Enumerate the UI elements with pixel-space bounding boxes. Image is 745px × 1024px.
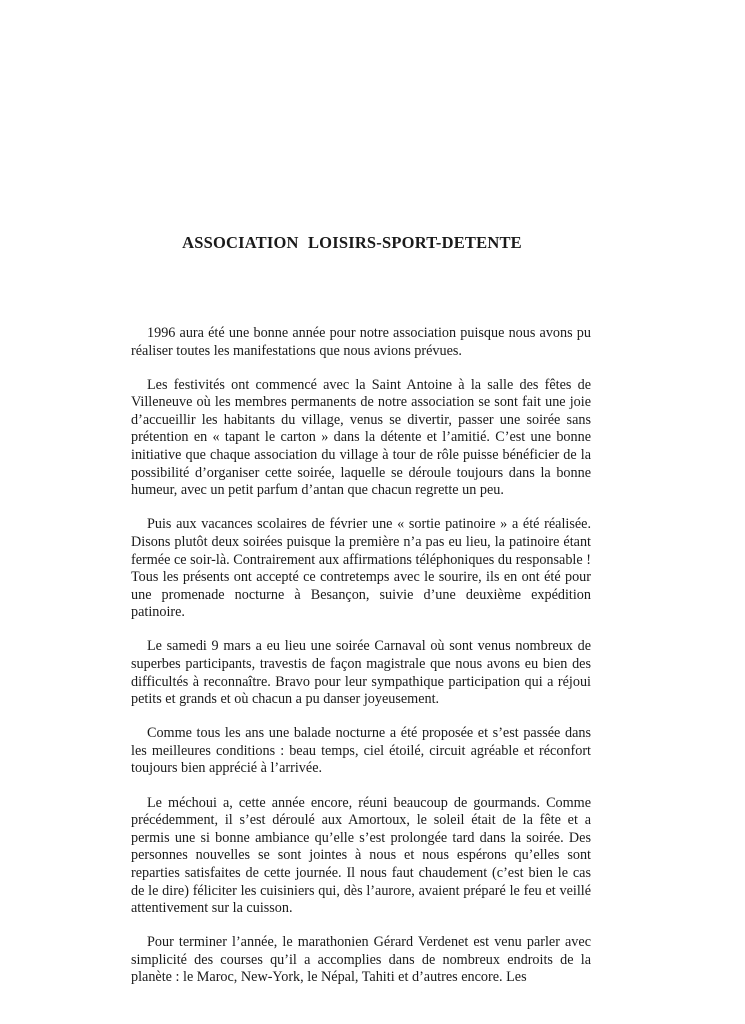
paragraph-intro: 1996 aura été une bonne année pour notre association puisque nous avons pu réaliser toutes les manifestations que nous avions prévues. <box>131 325 591 359</box>
document-body <box>131 325 591 1004</box>
paragraph-balade-nocturne: Comme tous les ans une balade nocturne a été proposée et s’est passée dans les meilleures conditions : beau temps, ciel étoilé, circuit agréable et réconfort toujours bien apprécié à l’arrivée. <box>131 725 591 777</box>
paragraph-marathonien: Pour terminer l’année, le marathonien Gérard Verdenet est venu parler avec simplicité des courses qu’il a accomplies dans de nombreux endroits de la planète : le Maroc, New-York, le Népal, Tahiti et d’autres encore. Les <box>131 934 591 986</box>
paragraph-saint-antoine: Les festivités ont commencé avec la Saint Antoine à la salle des fêtes de Villeneuve où les membres permanents de notre association se sont fait une joie d’accueillir les habitants du village, venus se divertir, passer une soirée sans prétention en « tapant le carton » dans la détente et l’amitié. C’est une bonne initiative que chaque association du village à tour de rôle puisse bénéficier de la possibilité d’organiser cette soirée, laquelle se déroule toujours dans la bonne humeur, avec un petit parfum d’antan que chacun regrette un peu. <box>131 376 591 499</box>
document-title: ASSOCIATION LOISIRS-SPORT-DETENTE <box>182 233 522 252</box>
paragraph-patinoire: Puis aux vacances scolaires de février une « sortie patinoire » a été réalisée. Disons plutôt deux soirées puisque la première n’a pas eu lieu, la patinoire étant fermée ce soir-là. Contrairement aux affirmations téléphoniques du responsable ! Tous les présents ont accepté ce contretemps avec le sourire, ils en ont été pour une promenade nocturne à Besançon, suivie d’une deuxième expédition patinoire. <box>131 516 591 621</box>
paragraph-carnaval: Le samedi 9 mars a eu lieu une soirée Carnaval où sont venus nombreux de superbes participants, travestis de façon magistrale que nous avons eu bien des difficultés à reconnaître. Bravo pour leur sympathique participation qui a réjoui petits et grands et où chacun a pu danser joyeusement. <box>131 638 591 708</box>
paragraph-mechoui: Le méchoui a, cette année encore, réuni beaucoup de gourmands. Comme précédemment, il s’est déroulé aux Amortoux, le soleil était de la fête et a permis une si bonne ambiance qu’elle s’est prolongée tard dans la soirée. Des personnes nouvelles se sont jointes à nous et nous espérons qu’elles sont reparties satisfaites de cette journée. Il nous faut chaudement (c’est bien le cas de le dire) féliciter les cuisiniers qui, dès l’aurore, avaient préparé le feu et veillé attentivement sur la cuisson. <box>131 794 591 917</box>
